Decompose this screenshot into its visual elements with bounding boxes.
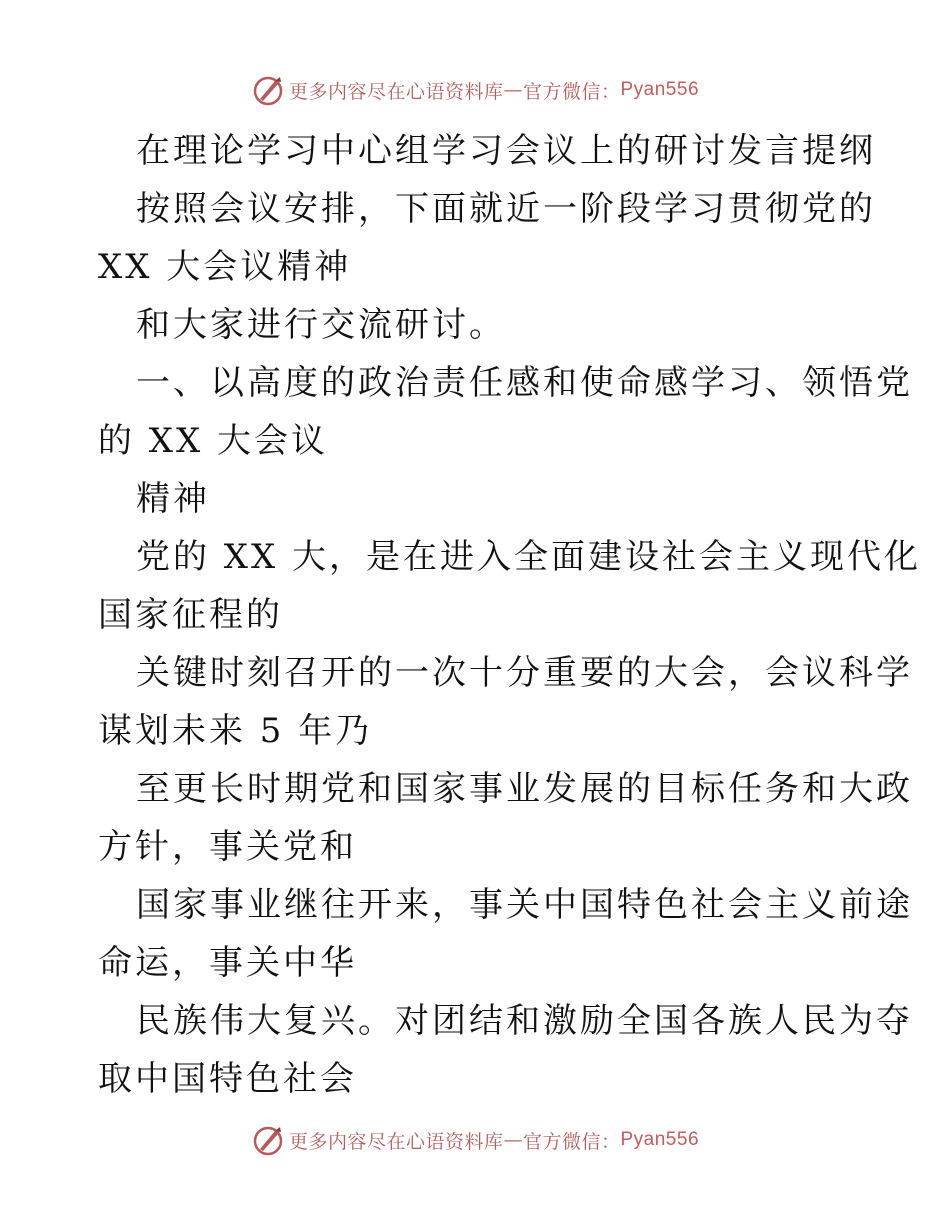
quill-pen-icon [251,73,285,107]
doc-line: XX 大会议精神 [98,247,352,287]
doc-line: 国家事业继往开来，事关中国特色社会主义前途 [136,885,913,925]
watermark-site-text: 更多内容尽在心语资料库 [288,80,504,103]
doc-title: 在理论学习中心组学习会议上的研讨发言提纲 [136,131,876,171]
doc-line: 按照会议安排，下面就近一阶段学习贯彻党的 [136,189,876,229]
document-body [98,122,922,1108]
doc-line: 和大家进行交流研讨。 [136,305,506,345]
doc-line: 党的 XX 大，是在进入全面建设社会主义现代化 [136,537,922,577]
watermark-wechat-id: Pyan556 [620,79,700,100]
doc-line: 取中国特色社会 [98,1059,357,1099]
header-watermark [0,70,950,110]
watermark-dash: — [503,1129,523,1151]
watermark-wechat-id: Pyan556 [620,1129,700,1150]
watermark-site-text: 更多内容尽在心语资料库 [288,1130,504,1153]
footer-watermark [0,1120,950,1160]
watermark-wechat-label: 官方微信： [522,1130,621,1153]
doc-line: 命运，事关中华 [98,943,357,983]
doc-line: 至更长时期党和国家事业发展的目标任务和大政 [136,769,913,809]
section-heading-cont: 精神 [136,479,210,519]
doc-line: 关键时刻召开的一次十分重要的大会，会议科学 [136,653,913,693]
doc-line: 谋划未来 5 年乃 [98,711,373,751]
doc-line: 国家征程的 [98,595,283,635]
doc-line: 方针，事关党和 [98,827,357,867]
section-heading-cont: 的 XX 大会议 [98,421,329,461]
watermark-dash: — [503,79,523,101]
watermark-wechat-label: 官方微信： [522,80,621,103]
doc-line: 民族伟大复兴。对团结和激励全国各族人民为夺 [136,1001,913,1041]
section-heading: 一、以高度的政治责任感和使命感学习、领悟党 [136,363,913,403]
quill-pen-icon [251,1123,285,1157]
